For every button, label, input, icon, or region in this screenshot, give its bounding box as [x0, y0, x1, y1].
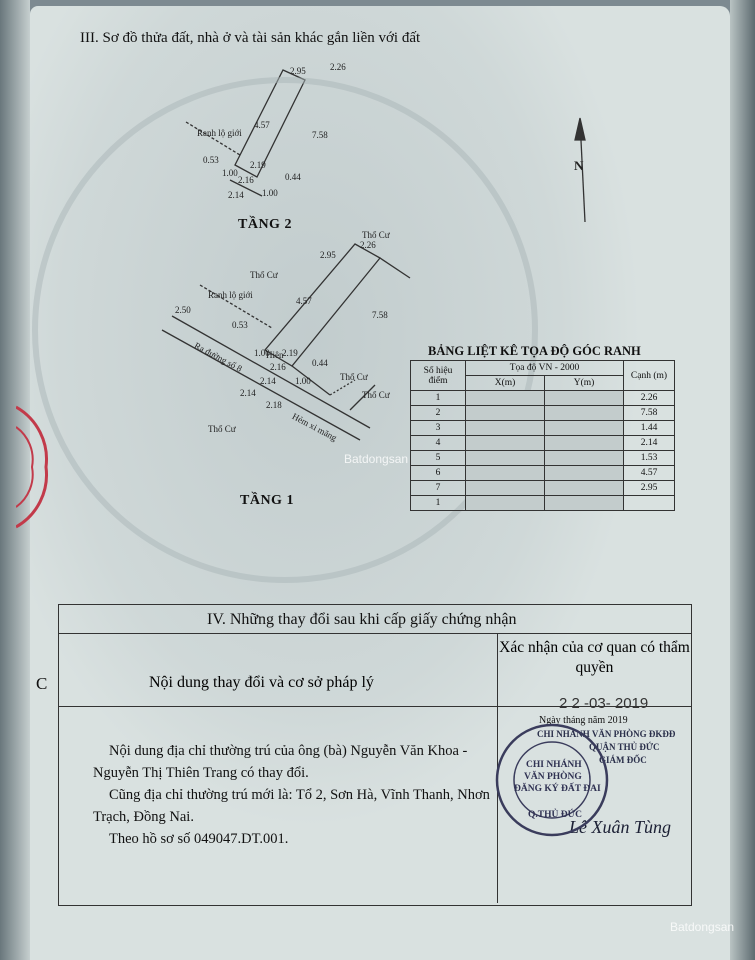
watermark: Batdongsan: [344, 452, 409, 466]
coord-head-system: Tọa độ VN - 2000: [466, 361, 624, 376]
content-line: Nguyễn Thị Thiên Trang có thay đổi.: [93, 765, 309, 781]
coord-point: 6: [411, 466, 466, 481]
f1-room-label: Hiên: [266, 350, 284, 360]
f1-neighbor-2: Thổ Cư: [362, 230, 390, 240]
f2-dim-457: 4.57: [254, 120, 270, 130]
coord-point: 7: [411, 481, 466, 496]
f2-dim-044: 0.44: [285, 172, 301, 182]
content-line: Cũng địa chỉ thường trú mới là: Tổ 2, Sơn Hà, Vĩnh Thanh, Nhơn: [109, 787, 490, 803]
f1-neighbor-5: Thổ Cư: [208, 424, 236, 434]
left-margin-text: C: [36, 674, 48, 693]
coord-head-edge: Cạnh (m): [624, 361, 675, 391]
f1-dim-053: 0.53: [232, 320, 248, 330]
coord-head-y: Y(m): [545, 376, 624, 391]
f1-dim-758: 7.58: [372, 310, 388, 320]
coord-edge: 2.26: [624, 391, 675, 406]
coord-point: 1: [411, 391, 466, 406]
section-4-col-right: Xác nhận của cơ quan có thẩm quyền: [499, 639, 690, 676]
f1-dim-214b: 2.14: [240, 388, 256, 398]
red-stamp-partial: [16, 402, 56, 532]
f1-dim-457: 4.57: [296, 296, 312, 306]
floor2-label: TẦNG 2: [238, 217, 292, 232]
north-arrow-head: [575, 118, 585, 140]
section-4-title: IV. Những thay đổi sau khi cấp giấy chứng nhận: [207, 611, 517, 628]
coord-edge: 2.95: [624, 481, 675, 496]
coord-head-point: Số hiệu điểm: [411, 361, 466, 391]
f1-dim-295: 2.95: [320, 250, 336, 260]
section-4-title-row: [59, 605, 691, 634]
watermark: Batdongsan: [670, 920, 735, 934]
f1-road-label: Ra đường số 8: [192, 340, 244, 374]
floor2-boundary-line: [186, 122, 240, 155]
coord-table: [410, 360, 675, 511]
coord-point: 5: [411, 451, 466, 466]
f1-dim-218: 2.18: [266, 400, 282, 410]
coord-point: 4: [411, 436, 466, 451]
north-label: N: [574, 158, 584, 173]
f1-dim-226: 2.26: [360, 240, 376, 250]
f2-dim-100b: 1.00: [262, 188, 278, 198]
coord-edge: 1.53: [624, 451, 675, 466]
coord-edge: 7.58: [624, 406, 675, 421]
f1-neighbor-3: Thổ Cư: [340, 372, 368, 382]
seal-line: CHI NHÁNH: [526, 760, 582, 770]
f1-neighbor-1: Thổ Cư: [250, 270, 278, 280]
f2-dim-295: 2.95: [290, 66, 306, 76]
office-line-2: QUẬN THỦ ĐỨC: [589, 742, 660, 752]
coord-point: 3: [411, 421, 466, 436]
coord-edge: 1.44: [624, 421, 675, 436]
f1-dim-044: 0.44: [312, 358, 328, 368]
coord-edge: 2.14: [624, 436, 675, 451]
office-line-1: CHI NHÁNH VĂN PHÒNG ĐKĐĐ: [537, 729, 676, 739]
f1-alley-label: Hẻm xi măng: [290, 411, 339, 443]
floor1-neighbor-line: [380, 258, 410, 278]
section-4-col-left: Nội dung thay đổi và cơ sở pháp lý: [149, 674, 374, 691]
f2-dim-758: 7.58: [312, 130, 328, 140]
f1-dim-214: 2.14: [260, 376, 276, 386]
coord-edge: 4.57: [624, 466, 675, 481]
floor1-label: TẦNG 1: [240, 493, 294, 508]
f2-dim-219: 2.19: [250, 160, 266, 170]
coord-point: 2: [411, 406, 466, 421]
coord-point: 1: [411, 496, 466, 511]
f1-boundary-label: Ranh lộ giới: [208, 290, 253, 300]
f2-dim-100a: 1.00: [222, 168, 238, 178]
section-4-content: [59, 707, 498, 903]
seal-line: Q.THỦ ĐỨC: [528, 810, 583, 820]
date-line: Ngày tháng năm 2019: [539, 715, 628, 726]
section-4-header-left: [59, 634, 498, 707]
coord-head-x: X(m): [466, 376, 545, 391]
coord-edge: [624, 496, 675, 511]
f2-boundary-label: Ranh lộ giới: [197, 128, 242, 138]
f2-dim-214: 2.14: [228, 190, 244, 200]
f1-dim-250: 2.50: [175, 305, 191, 315]
section-3-title: III. Sơ đồ thửa đất, nhà ở và tài sản khác gắn liền với đất: [80, 30, 421, 46]
f2-dim-053: 0.53: [203, 155, 219, 165]
f1-dim-100b: 1.00: [295, 376, 311, 386]
f1-dim-216: 2.16: [270, 362, 286, 372]
date-stamp: 2 2 -03- 2019: [559, 695, 649, 712]
signer-name: Lê Xuân Tùng: [569, 817, 672, 837]
f2-dim-216: 2.16: [238, 175, 254, 185]
seal-line: ĐĂNG KÝ ĐẤT ĐAI: [514, 784, 601, 794]
seal-line: VĂN PHÒNG: [524, 772, 582, 782]
f1-neighbor-4: Thổ Cư: [362, 390, 390, 400]
content-line: Theo hồ sơ số 049047.DT.001.: [109, 831, 289, 847]
content-line: Trạch, Đồng Nai.: [93, 809, 194, 825]
f2-dim-226: 2.26: [330, 62, 346, 72]
f1-dim-219: 2.19: [282, 348, 298, 358]
office-line-3: GIÁM ĐỐC: [599, 755, 647, 765]
f1-dim-100a: 1.00: [254, 348, 270, 358]
coord-table-title: BẢNG LIỆT KÊ TỌA ĐỘ GÓC RANH: [428, 344, 641, 358]
content-line: Nội dung địa chỉ thường trú của ông (bà) Nguyễn Văn Khoa -: [109, 743, 468, 759]
